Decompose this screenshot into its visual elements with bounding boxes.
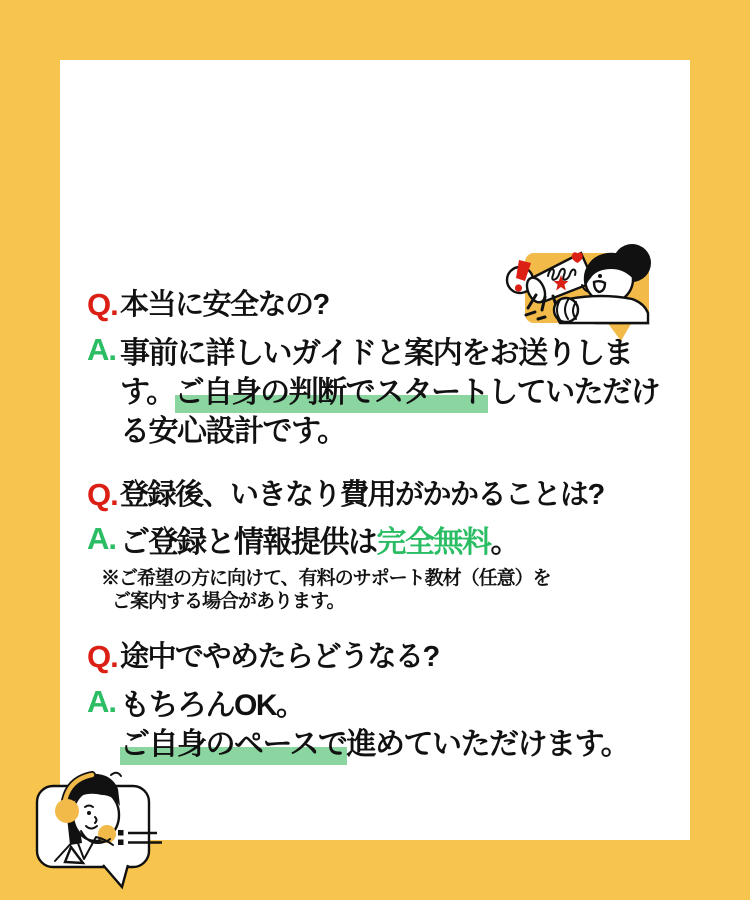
answer-text-part: る安心設計です。	[120, 414, 346, 448]
answer-row	[87, 412, 683, 451]
emphasis-green-text: 完全無料	[376, 526, 491, 560]
answer-text-part: 事前に詳しいガイドと案内をお送りしま	[120, 336, 633, 370]
answer-text-part: もちろんOK。	[120, 688, 305, 722]
question-row	[87, 289, 683, 322]
answer-text	[120, 334, 632, 373]
faq-item	[87, 641, 683, 764]
answer-text	[120, 373, 659, 412]
answer-text-part: ご登録と情報提供は	[120, 526, 377, 560]
answer-row	[87, 523, 683, 562]
ear-cup	[55, 799, 79, 823]
answer-text	[120, 523, 519, 562]
answer-row	[87, 683, 683, 725]
faq-item	[87, 289, 683, 451]
question-label: Q.	[87, 287, 118, 322]
question-text: 途中でやめたらどうなる?	[120, 641, 439, 674]
hair-curl	[111, 773, 121, 776]
faq-item	[87, 476, 683, 614]
answer-label: A.	[87, 521, 116, 557]
answer-text-part: していただけ	[488, 375, 660, 409]
answer-text-part: 。	[490, 526, 519, 560]
question-label: Q.	[87, 476, 118, 512]
question-row	[87, 641, 683, 674]
answer-row	[87, 331, 683, 373]
answer-text	[120, 686, 305, 725]
answer-text-part: 進めていただけます。	[346, 727, 630, 761]
support-agent-illustration	[25, 765, 170, 895]
answer-text-part: す。	[120, 375, 175, 409]
faq-list	[87, 289, 683, 764]
note-line: ※ご希望の方に向けて、有料のサポート教材（任意）を	[101, 568, 551, 590]
answer-text	[120, 412, 346, 451]
question-label: Q.	[87, 639, 118, 675]
answer-label: A.	[87, 331, 116, 367]
question-row	[87, 476, 683, 512]
answer-row	[87, 725, 683, 764]
question-text: 登録後、いきなり費用がかかることは?	[120, 478, 604, 511]
answer-note	[101, 567, 683, 613]
highlighted-text: ご自身の判断でスタート	[175, 376, 489, 413]
answer-label: A.	[87, 683, 116, 719]
question-text: 本当に安全なの?	[120, 289, 329, 321]
highlighted-text: ご自身のペースで	[120, 728, 347, 765]
answer-text	[120, 725, 629, 764]
note-line: ご案内する場合があります。	[112, 591, 345, 613]
answer-row	[87, 373, 683, 412]
